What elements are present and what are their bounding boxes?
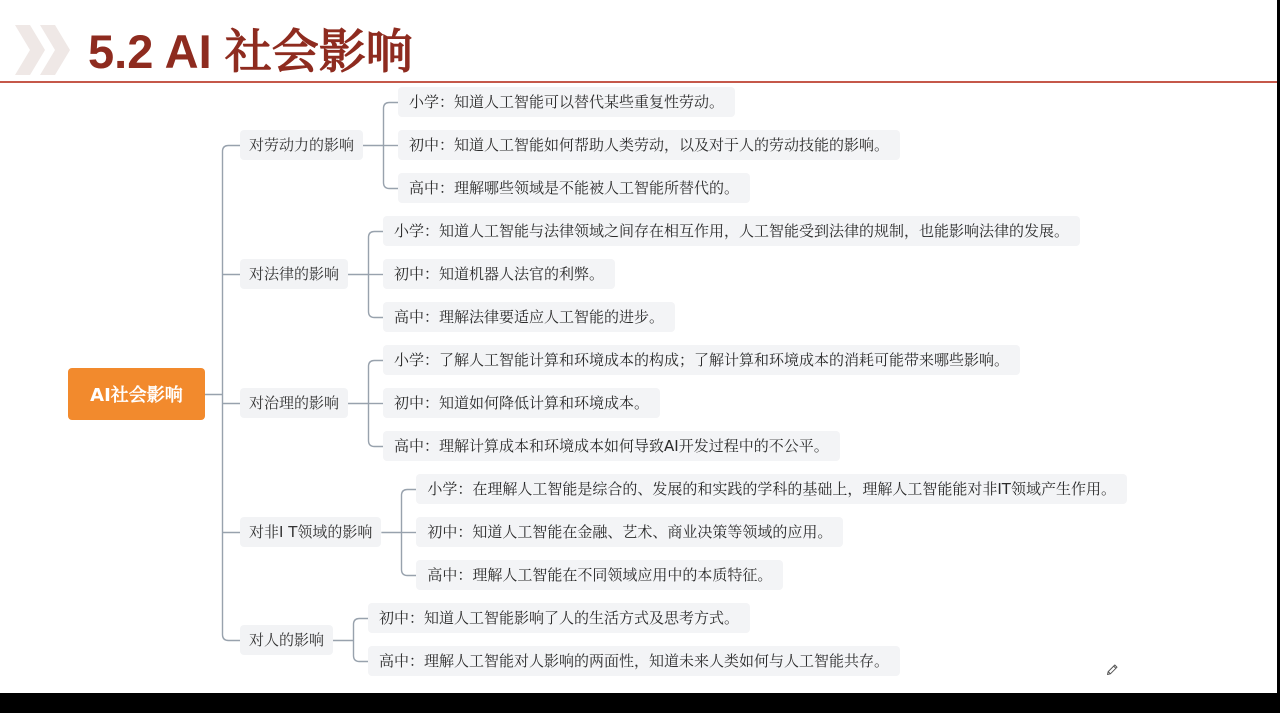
connector-line: [223, 395, 241, 641]
branch-node-human: 对人的影响: [240, 625, 333, 655]
law-high-leaf: 高中：理解法律要适应人工智能的进步。: [383, 302, 675, 332]
slide-title: 5.2 AI 社会影响: [88, 25, 413, 78]
human-high-leaf: 高中：理解人工智能对人影响的两面性，知道未来人类如何与人工智能共存。: [368, 646, 900, 676]
governance-high-leaf: 高中：理解计算成本和环境成本如何导致AI开发过程中的不公平。: [383, 431, 840, 461]
non-it-high-leaf: 高中：理解人工智能在不同领域应用中的本质特征。: [416, 560, 783, 590]
governance-primary-leaf: 小学：了解人工智能计算和环境成本的构成；了解计算和环境成本的消耗可能带来哪些影响。: [383, 345, 1020, 375]
non-it-primary-leaf: 小学：在理解人工智能是综合的、发展的和实践的学科的基础上，理解人工智能能对非IT领域产生作用。: [416, 474, 1127, 504]
branch-law: [240, 216, 1127, 332]
governance-middle-leaf: 初中：知道如何降低计算和环境成本。: [383, 388, 660, 418]
branch-human: [240, 603, 1127, 676]
connector-line: [223, 146, 241, 395]
branch-labor: [240, 87, 1127, 203]
leaf-list: [398, 87, 900, 203]
leaf-list: [368, 603, 900, 676]
branch-node-labor: 对劳动力的影响: [240, 130, 363, 160]
mindmap-root-node: AI社会影响: [68, 368, 205, 420]
labor-high-leaf: 高中：理解哪些领域是不能被人工智能所替代的。: [398, 173, 750, 203]
human-middle-leaf: 初中：知道人工智能影响了人的生活方式及思考方式。: [368, 603, 750, 633]
labor-middle-leaf: 初中：知道人工智能如何帮助人类劳动，以及对于人的劳动技能的影响。: [398, 130, 900, 160]
branch-non-it: [240, 474, 1127, 590]
labor-primary-leaf: 小学：知道人工智能可以替代某些重复性劳动。: [398, 87, 735, 117]
leaf-list: [416, 474, 1127, 590]
law-middle-leaf: 初中：知道机器人法官的利弊。: [383, 259, 615, 289]
branch-node-governance: 对治理的影响: [240, 388, 348, 418]
leaf-list: [383, 216, 1080, 332]
law-primary-leaf: 小学：知道人工智能与法律领域之间存在相互作用，人工智能受到法律的规制，也能影响法律的发展。: [383, 216, 1080, 246]
branch-node-non-it: 对非I T领域的影响: [240, 517, 381, 547]
leaf-list: [383, 345, 1020, 461]
branch-list: [240, 87, 1127, 676]
branch-governance: [240, 345, 1127, 461]
pencil-icon[interactable]: [1105, 663, 1119, 677]
branch-node-law: 对法律的影响: [240, 259, 348, 289]
non-it-middle-leaf: 初中：知道人工智能在金融、艺术、商业决策等领域的应用。: [416, 517, 843, 547]
